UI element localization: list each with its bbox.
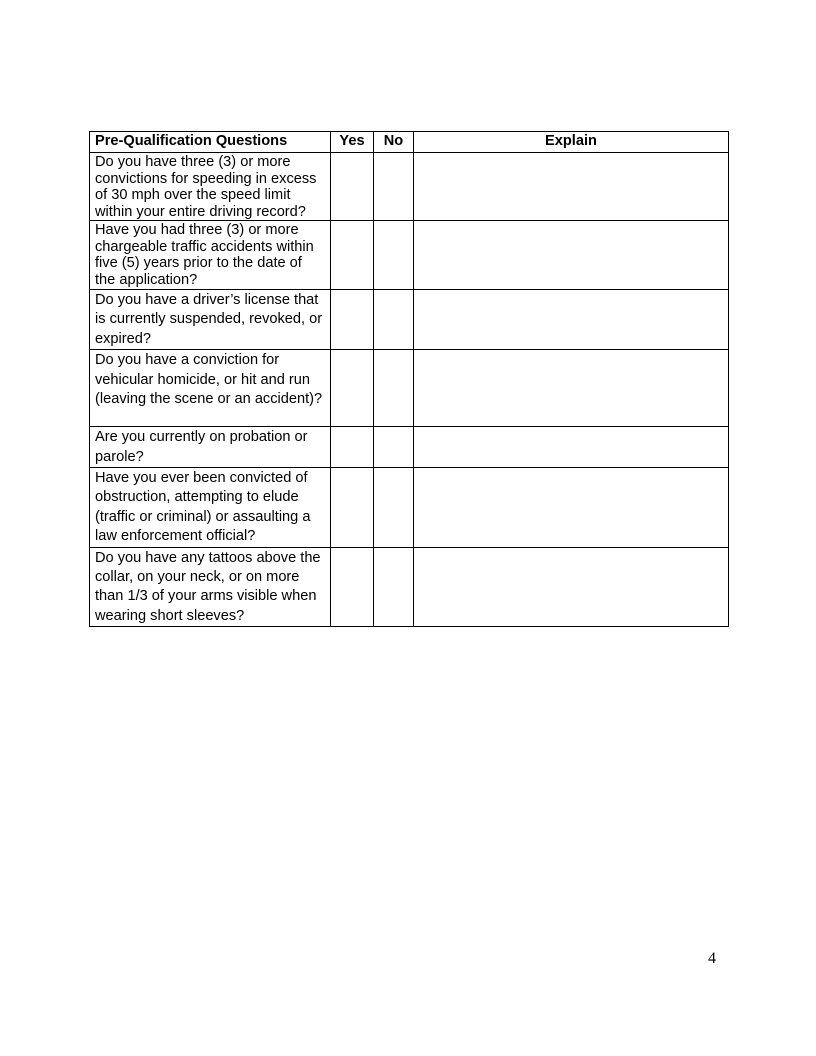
no-cell[interactable]: [374, 547, 414, 627]
question-cell: Have you ever been convicted of obstruction, attempting to elude (traffic or criminal) or assaulting a law enforcement official?: [90, 468, 331, 548]
explain-cell[interactable]: [414, 290, 729, 350]
yes-cell[interactable]: [331, 350, 374, 427]
question-cell: Do you have a driver’s license that is currently suspended, revoked, or expired?: [90, 290, 331, 350]
no-cell[interactable]: [374, 153, 414, 221]
question-cell: Do you have any tattoos above the collar, on your neck, or on more than 1/3 of your arms visible when wearing short sleeves?: [90, 547, 331, 627]
question-row: [90, 427, 729, 468]
yes-cell[interactable]: [331, 468, 374, 548]
no-cell[interactable]: [374, 427, 414, 468]
yes-cell[interactable]: [331, 221, 374, 290]
prequalification-table: [89, 131, 729, 627]
question-row: [90, 221, 729, 290]
no-cell[interactable]: [374, 221, 414, 290]
question-cell: Do you have three (3) or more convictions for speeding in excess of 30 mph over the speed limit within your entire driving record?: [90, 153, 331, 221]
explain-cell[interactable]: [414, 427, 729, 468]
question-row: [90, 468, 729, 548]
question-row: [90, 290, 729, 350]
question-cell: Are you currently on probation or parole?: [90, 427, 331, 468]
header-no: No: [374, 132, 414, 153]
explain-cell[interactable]: [414, 153, 729, 221]
yes-cell[interactable]: [331, 547, 374, 627]
header-question: Pre-Qualification Questions: [90, 132, 331, 153]
page-number: 4: [708, 950, 716, 967]
question-row: [90, 153, 729, 221]
yes-cell[interactable]: [331, 290, 374, 350]
header-yes: Yes: [331, 132, 374, 153]
header-explain: Explain: [414, 132, 729, 153]
explain-cell[interactable]: [414, 468, 729, 548]
question-row: [90, 547, 729, 627]
explain-cell[interactable]: [414, 221, 729, 290]
yes-cell[interactable]: [331, 427, 374, 468]
yes-cell[interactable]: [331, 153, 374, 221]
no-cell[interactable]: [374, 468, 414, 548]
question-row: [90, 350, 729, 427]
no-cell[interactable]: [374, 350, 414, 427]
explain-cell[interactable]: [414, 350, 729, 427]
question-cell: Have you had three (3) or more chargeable traffic accidents within five (5) years prior to the date of the application?: [90, 221, 331, 290]
question-cell: Do you have a conviction for vehicular homicide, or hit and run (leaving the scene or an accident)?: [90, 350, 331, 427]
header-row: [90, 132, 729, 153]
no-cell[interactable]: [374, 290, 414, 350]
explain-cell[interactable]: [414, 547, 729, 627]
